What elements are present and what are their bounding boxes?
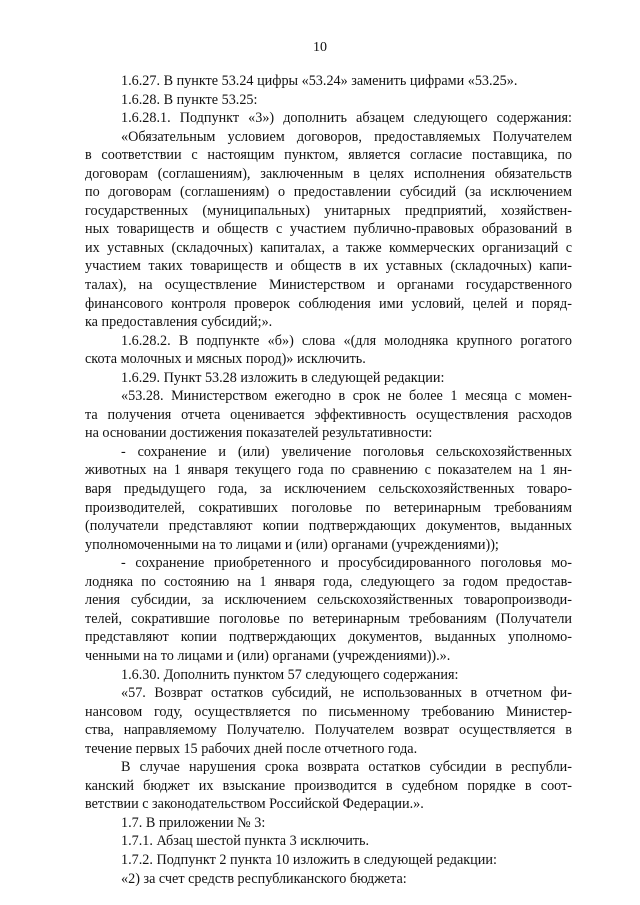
text-line: - сохранение приобретенного и просубсидированного поголовья мо- xyxy=(121,555,572,572)
text-line: 1.6.28.2. В подпункте «б») слова «(для молодняка крупного рогатого xyxy=(121,332,572,349)
text-line: финансового контроля проверок соблюдения ими условий, целей и поряд- xyxy=(85,295,572,312)
page-number: 10 xyxy=(313,40,327,55)
text-line: их уставных (складочных) капиталах, а также коммерческих организаций с xyxy=(85,239,572,256)
text-line: «2) за счет средств республиканского бюджета: xyxy=(121,870,407,887)
text-line: 1.6.30. Дополнить пунктом 57 следующего содержания: xyxy=(121,666,459,683)
text-line: та получения отчета оценивается эффективность осуществления расходов xyxy=(85,406,572,423)
text-line: 1.7.2. Подпункт 2 пункта 10 изложить в следующей редакции: xyxy=(121,851,497,868)
text-line: «Обязательным условием договоров, предоставляемых Получателем xyxy=(121,128,572,145)
text-line: договорам (соглашениям), заключенным в целях исполнения обязательств xyxy=(85,165,572,182)
text-line: варя предыдущего года, за исключением сельскохозяйственных товаро- xyxy=(85,481,572,498)
text-line: 1.6.28.1. Подпункт «3») дополнить абзацем следующего содержания: xyxy=(121,110,572,127)
text-line: участием таких товариществ и обществ в их уставных (складочных) капи- xyxy=(85,258,572,275)
text-line: лодняка по состоянию на 1 января года, следующего за годом предостав- xyxy=(85,573,572,590)
text-line: ления субсидии, за исключением сельскохозяйственных товаропроизводи- xyxy=(85,592,572,609)
text-line: производителей, сокративших поголовье по ветеринарным требованиям xyxy=(85,499,572,516)
text-line: телей, сократившие поголовье по ветеринарным требованиям (Получатели xyxy=(85,610,572,627)
text-line: нансовом году, осуществляется по письменному требованию Министер- xyxy=(85,703,572,720)
text-line: государственных (муниципальных) унитарных предприятий, хозяйствен- xyxy=(85,202,572,219)
text-line: течение первых 15 рабочих дней после отчетного года. xyxy=(85,740,418,757)
text-line: «57. Возврат остатков субсидий, не использованных в отчетном фи- xyxy=(121,685,572,702)
text-line: В случае нарушения срока возврата остатков субсидии в республи- xyxy=(121,759,572,776)
text-line: 1.6.27. В пункте 53.24 цифры «53.24» заменить цифрами «53.25». xyxy=(121,73,518,89)
text-line: 1.7.1. Абзац шестой пункта 3 исключить. xyxy=(121,833,370,850)
text-line: по договорам (соглашениям) о предоставлении субсидий (за исключением xyxy=(85,184,572,201)
text-line: представляют копии подтверждающих документов, выданных уполномо- xyxy=(85,629,572,646)
text-line: на основании достижения показателей результативности: xyxy=(85,425,433,442)
text-line: - сохранение и (или) увеличение поголовья сельскохозяйственных xyxy=(121,443,572,460)
text-line: ченными на то лицами и (или) органами (учреждениями)).». xyxy=(85,647,451,664)
text-line: канский бюджет их взыскание производится в судебном порядке в соот- xyxy=(85,777,572,794)
text-line: (получатели представляют копии подтверждающих документов, выданных xyxy=(85,518,572,535)
text-line: ных товариществ и обществ с участием публично-правовых образований в xyxy=(85,221,572,238)
text-line: 1.6.28. В пункте 53.25: xyxy=(121,91,258,108)
text-line: талах), на осуществление Министерством и органами государственного xyxy=(85,277,572,294)
text-line: ветствии с законодательством Российской Федерации.». xyxy=(85,796,424,813)
text-line: животных на 1 января текущего года по сравнению с показателем на 1 ян- xyxy=(85,462,572,479)
text-line: 1.6.29. Пункт 53.28 изложить в следующей редакции: xyxy=(121,369,445,386)
text-line: «53.28. Министерством ежегодно в срок не более 1 месяца с момен- xyxy=(121,388,572,405)
text-line: скота молочных и мясных пород)» исключить. xyxy=(85,351,366,368)
text-line: ка предоставления субсидий;». xyxy=(85,314,273,331)
text-line: 1.7. В приложении № 3: xyxy=(121,814,266,831)
text-line: в соответствии с настоящим пунктом, является согласие поставщика, по xyxy=(85,147,572,164)
document-body xyxy=(85,72,572,888)
text-line: ства, направляемому Получателю. Получателем возврат осуществляется в xyxy=(85,722,572,739)
text-line: уполномоченными на то лицами и (или) органами (учреждениями)); xyxy=(85,536,499,553)
